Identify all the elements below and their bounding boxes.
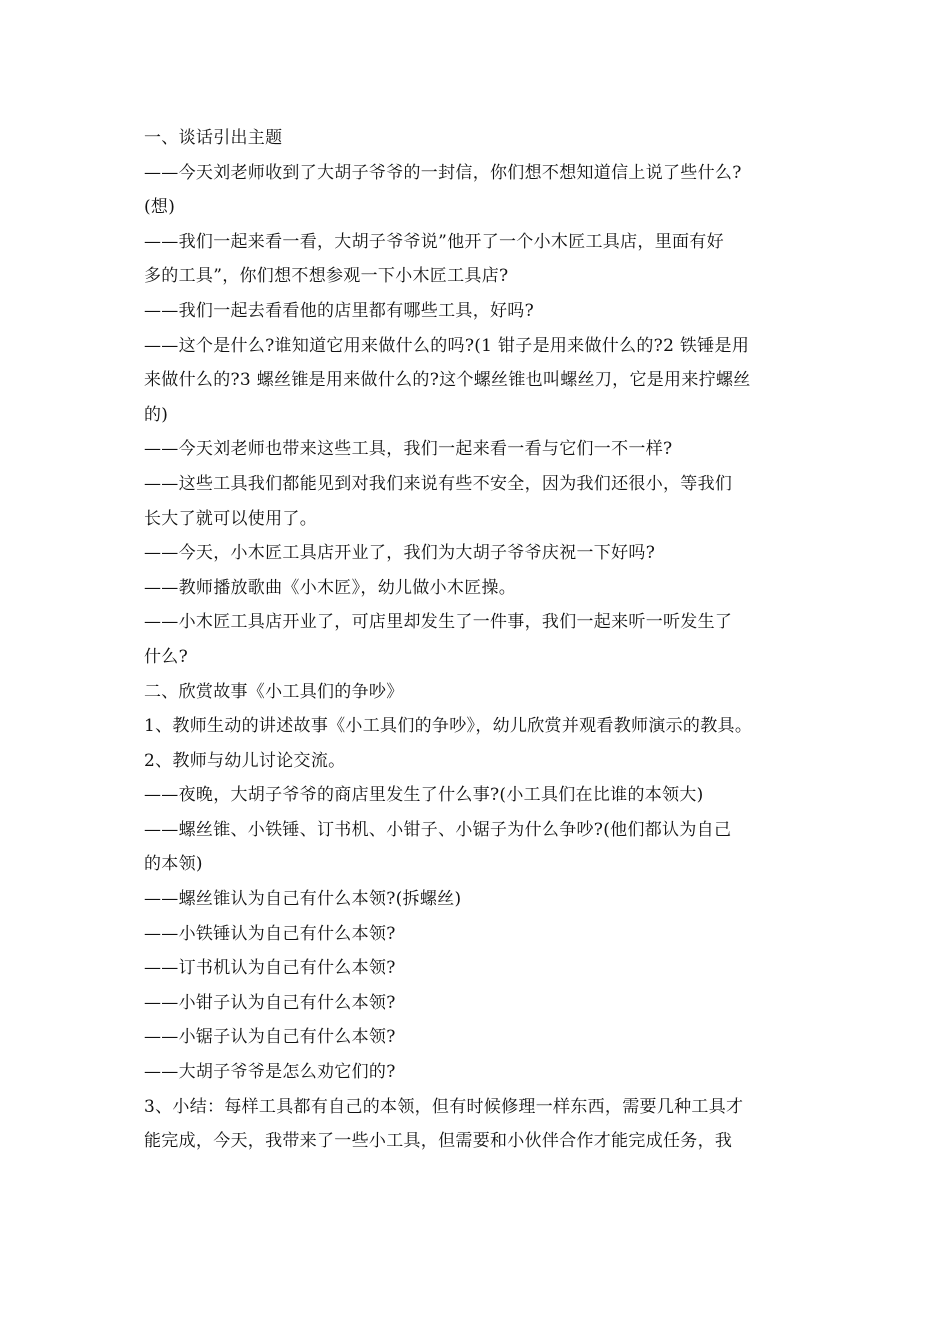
paragraph-line: ——这些工具我们都能见到对我们来说有些不安全，因为我们还很小，等我们 <box>144 473 733 494</box>
paragraph-line: 的本领) <box>144 854 203 875</box>
paragraph-line: ——大胡子爷爷是怎么劝它们的? <box>144 1062 396 1083</box>
paragraph-line: ——小铁锤认为自己有什么本领? <box>144 923 396 944</box>
paragraph-line: ——今天刘老师也带来这些工具，我们一起来看一看与它们一不一样? <box>144 439 673 460</box>
paragraph-line: ——小锯子认为自己有什么本领? <box>144 1027 396 1048</box>
paragraph-line: ——订书机认为自己有什么本领? <box>144 958 396 979</box>
paragraph-line: ——今天刘老师收到了大胡子爷爷的一封信，你们想不想知道信上说了些什么? <box>144 162 742 183</box>
paragraph-line: 3、小结：每样工具都有自己的本领，但有时候修理一样东西，需要几种工具才 <box>144 1096 744 1117</box>
paragraph-line: 1、教师生动的讲述故事《小工具们的争吵》，幼儿欣赏并观看教师演示的教具。 <box>144 716 753 737</box>
paragraph-line: 2、教师与幼儿讨论交流。 <box>144 750 346 771</box>
paragraph-line: ——夜晚，大胡子爷爷的商店里发生了什么事?(小工具们在比谁的本领大) <box>144 785 704 806</box>
paragraph-line: ——小木匠工具店开业了，可店里却发生了一件事，我们一起来听一听发生了 <box>144 612 733 633</box>
paragraph-line: (想) <box>144 197 176 218</box>
paragraph-line: ——我们一起去看看他的店里都有哪些工具，好吗? <box>144 300 535 321</box>
paragraph-line: ——今天，小木匠工具店开业了，我们为大胡子爷爷庆祝一下好吗? <box>144 543 656 564</box>
paragraph-line: 的) <box>144 404 169 425</box>
paragraph-line: ——螺丝锥认为自己有什么本领?(拆螺丝) <box>144 889 462 910</box>
document-body <box>144 121 816 1159</box>
paragraph-line: ——这个是什么?谁知道它用来做什么的吗?(1 钳子是用来做什么的?2 铁锤是用 <box>144 335 750 356</box>
paragraph-line: 长大了就可以使用了。 <box>144 508 317 529</box>
paragraph-line: 来做什么的?3 螺丝锥是用来做什么的?这个螺丝锥也叫螺丝刀，它是用来拧螺丝 <box>144 370 751 391</box>
paragraph-line: ——教师播放歌曲《小木匠》，幼儿做小木匠操。 <box>144 577 517 598</box>
paragraph-line: 能完成，今天，我带来了一些小工具，但需要和小伙伴合作才能完成任务，我 <box>144 1131 733 1152</box>
paragraph-line: 什么? <box>144 646 189 667</box>
paragraph-line: ——螺丝锥、小铁锤、订书机、小钳子、小锯子为什么争吵?(他们都认为自己 <box>144 819 732 840</box>
section-heading: 二、欣赏故事《小工具们的争吵》 <box>144 681 404 702</box>
section-heading: 一、谈话引出主题 <box>144 128 283 148</box>
paragraph-line: ——我们一起来看一看，大胡子爷爷说”他开了一个小木匠工具店，里面有好 <box>144 231 724 252</box>
paragraph-line: 多的工具”，你们想不想参观一下小木匠工具店? <box>144 266 509 287</box>
paragraph-line: ——小钳子认为自己有什么本领? <box>144 992 396 1013</box>
